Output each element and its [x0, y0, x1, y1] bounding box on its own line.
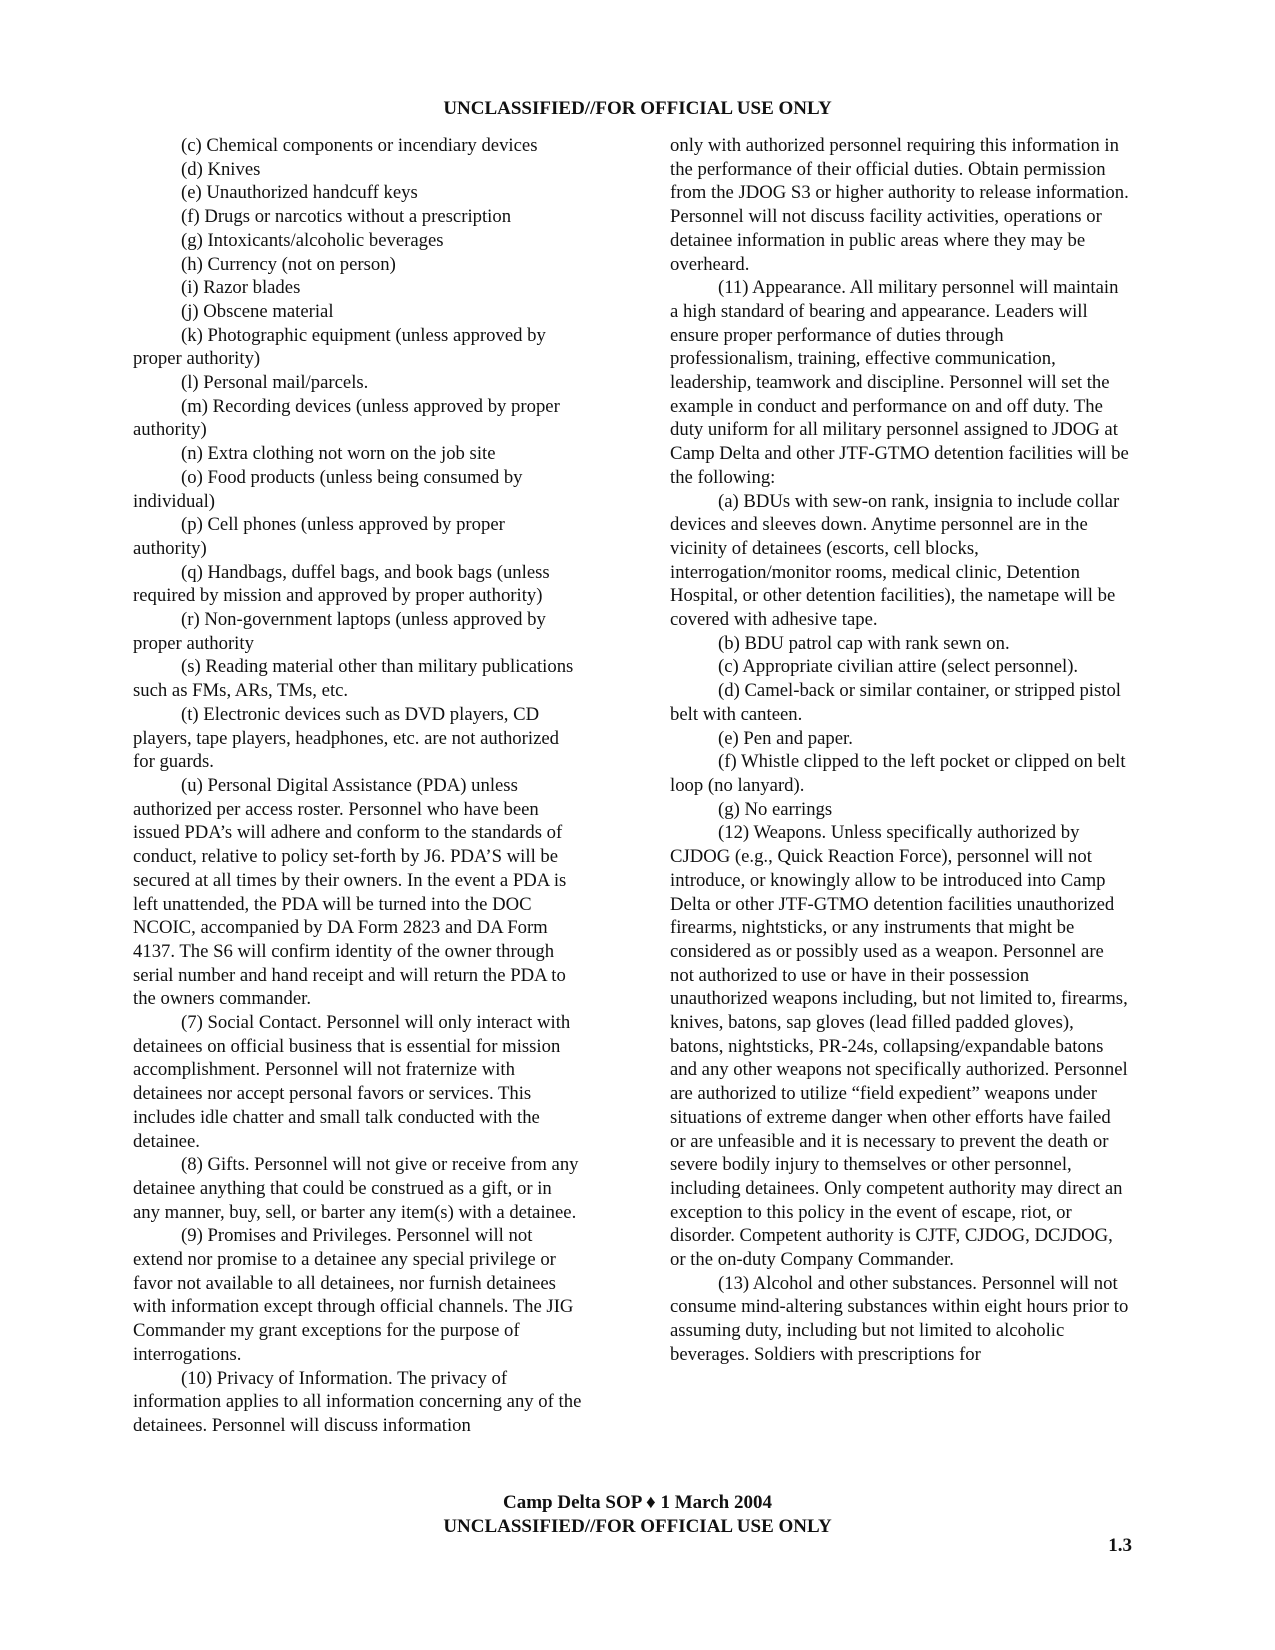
page-number: 1.3 [1108, 1535, 1132, 1556]
paragraph: (9) Promises and Privileges. Personnel will not extend nor promise to a detainee any special privilege or favor not available to all detainees, nor furnish detainees with information except through official channels. The JIG Commander my grant exceptions for the purpose of interrogations. [133, 1225, 574, 1365]
paragraph: (8) Gifts. Personnel will not give or receive from any detainee anything that could be construed as a gift, or in any manner, buy, sell, or barter any item(s) with a detainee. [133, 1154, 579, 1223]
paragraph: (j) Obscene material [181, 300, 334, 322]
paragraph: (n) Extra clothing not worn on the job site [181, 443, 496, 465]
paragraph: (i) Razor blades [181, 277, 301, 299]
paragraph: (b) BDU patrol cap with rank sewn on. [718, 632, 1010, 654]
paragraph: (13) Alcohol and other substances. Personnel will not consume mind-altering substances within eight hours prior to assuming duty, including but not limited to alcoholic beverages. Soldiers with prescriptions for [670, 1272, 1129, 1365]
paragraph: (11) Appearance. All military personnel will maintain a high standard of bearing and appearance. Leaders will ensure proper performance of duties through professionalism, training, effective communication, leadership, teamwork and discipline. Personnel will set the example in conduct and performance on and off duty. The duty uniform for all military personnel assigned to JDOG at Camp Delta and other JTF-GTMO detention facilities will be the following: [670, 277, 1129, 488]
paragraph: (d) Camel-back or similar container, or stripped pistol belt with canteen. [670, 680, 1121, 725]
paragraph: (s) Reading material other than military publications such as FMs, ARs, TMs, etc. [133, 656, 574, 702]
right-column [670, 134, 1130, 1367]
paragraph: (p) Cell phones (unless approved by proper authority) [133, 514, 505, 559]
paragraph: (g) Intoxicants/alcoholic beverages [181, 229, 444, 251]
footer-title: Camp Delta SOP ♦ 1 March 2004 [503, 1492, 772, 1513]
footer-classification: UNCLASSIFIED//FOR OFFICIAL USE ONLY [443, 1516, 832, 1537]
paragraph: (h) Currency (not on person) [181, 253, 396, 275]
paragraph: (c) Chemical components or incendiary devices [181, 135, 538, 156]
paragraph: (c) Appropriate civilian attire (select personnel). [718, 656, 1079, 678]
paragraph: (u) Personal Digital Assistance (PDA) unless authorized per access roster. Personnel who have been issued PDA’s will adhere and conform to the standards of conduct, relative to policy set-forth by J6. PDA’S will be secured at all times by their owners. In the event a PDA is left unattended, the PDA will be turned into the DOC NCOIC, accompanied by DA Form 2823 and DA Form 4137. The S6 will confirm identity of the owner through serial number and hand receipt and will return the PDA to the owners commander. [133, 774, 567, 1010]
paragraph: (f) Drugs or narcotics without a prescription [181, 206, 512, 228]
paragraph: (a) BDUs with sew-on rank, insignia to include collar devices and sleeves down. Anytime personnel are in the vicinity of detainees (escorts, cell blocks, interrogation/monitor rooms, medical clinic, Detention Hospital, or other detention facilities), the nametape will be covered with adhesive tape. [670, 490, 1120, 631]
paragraph: (10) Privacy of Information. The privacy of information applies to all information concerning any of the detainees. Personnel will discuss information [133, 1367, 582, 1436]
paragraph: (t) Electronic devices such as DVD players, CD players, tape players, headphones, etc. are not authorized for guards. [133, 703, 559, 773]
paragraph: (r) Non-government laptops (unless approved by proper authority [133, 609, 546, 654]
paragraph: (g) No earrings [718, 798, 833, 820]
paragraph: (k) Photographic equipment (unless approved by proper authority) [133, 324, 546, 370]
header-classification: UNCLASSIFIED//FOR OFFICIAL USE ONLY [443, 98, 832, 119]
paragraph: (d) Knives [181, 158, 261, 180]
paragraph: (l) Personal mail/parcels. [181, 372, 369, 394]
paragraph: (q) Handbags, duffel bags, and book bags (unless required by mission and approved by proper authority) [133, 561, 550, 607]
paragraph: (o) Food products (unless being consumed by individual) [133, 466, 523, 512]
paragraph: (e) Unauthorized handcuff keys [181, 182, 418, 204]
paragraph: (m) Recording devices (unless approved by proper authority) [133, 395, 560, 441]
paragraph: (12) Weapons. Unless specifically authorized by CJDOG (e.g., Quick Reaction Force), personnel will not introduce, or knowingly allow to be introduced into Camp Delta or other JTF-GTMO detention facilities unauthorized firearms, nightsticks, or any instruments that might be considered as or possibly used as a weapon. Personnel are not authorized to use or have in their possession unauthorized weapons including, but not limited to, firearms, knives, batons, sap gloves (lead filled padded gloves), batons, nightsticks, PR-24s, collapsing/expandable batons and any other weapons not specifically authorized. Personnel are authorized to utilize “field expedient” weapons under situations of extreme danger when other efforts have failed or are unfeasible and it is necessary to prevent the death or severe bodily injury to themselves or other personnel, including detainees. Only competent authority may direct an exception to this policy in the event of escape, riot, or disorder. Competent authority is CJTF, CJDOG, DCJDOG, or the on-duty Company Commander. [670, 822, 1128, 1271]
left-column [133, 134, 583, 1438]
paragraph: (e) Pen and paper. [718, 727, 853, 749]
paragraph: (7) Social Contact. Personnel will only interact with detainees on official business that is essential for mission accomplishment. Personnel will not fraternize with detainees nor accept personal favors or services. This includes idle chatter and small talk conducted with the detainee. [133, 1012, 571, 1152]
footer [0, 1491, 1275, 1539]
paragraph: only with authorized personnel requiring this information in the performance of their official duties. Obtain permission from the JDOG S3 or higher authority to release information. Personnel will not discuss facility activities, operations or detainee information in public areas where they may be overheard. [670, 135, 1129, 275]
paragraph: (f) Whistle clipped to the left pocket or clipped on belt loop (no lanyard). [670, 751, 1126, 796]
